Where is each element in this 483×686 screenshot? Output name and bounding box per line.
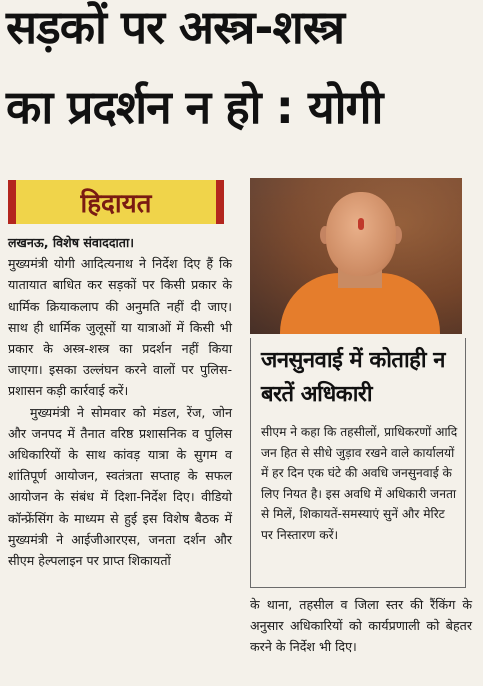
article-paragraph-2: मुख्यमंत्री ने सोमवार को मंडल, रेंज, जोन और जनपद में तैनात वरिष्ठ प्रशासनिक व पुलिस अधिकारियों के साथ कांवड़ यात्रा के सुगम व शांतिपूर्ण आयोजन, स्वतंत्रता सप्ताह के सफल आयोजन के संबंध में दिशा-निर्देश दिए। वीडियो कॉन्फ्रेंसिंग के माध्यम से हुई इस विशेष बैठक में मुख्यमंत्री ने आईजीआरएस, जनता दर्शन और सीएम हेल्पलाइन पर प्राप्त शिकायतों <box>8 404 232 569</box>
headline-line-2: का प्रदर्शन न हो : योगी <box>6 80 383 134</box>
section-badge <box>8 180 224 224</box>
article-continuation <box>250 594 472 658</box>
headline-line-1: सड़कों पर अस्त्र-शस्त्र <box>6 0 345 54</box>
sidebar-box <box>250 338 466 588</box>
portrait-photo <box>250 178 462 334</box>
tilak-mark <box>358 218 364 230</box>
article-continuation-text: के थाना, तहसील व जिला स्तर की रैंकिंग के अनुसार अधिकारियों को कार्यप्रणाली को बेहतर करने के निर्देश भी दिए। <box>250 597 472 655</box>
sidebar-title: जनसुनवाई में कोताही न बरतें अधिकारी <box>261 348 445 407</box>
article-column-left <box>8 232 232 571</box>
article-paragraph-1: मुख्यमंत्री योगी आदित्यनाथ ने निर्देश दिए हैं कि यातायात बाधित कर सड़कों पर किसी प्रकार के धार्मिक क्रियाकलाप की अनुमति नहीं दी जाए। साथ ही धार्मिक जुलूसों या यात्राओं में किसी भी प्रकार के अस्त्र-शस्त्र का प्रदर्शन नहीं किया जाएगा। इसका उल्लंघन करने वालों पर पुलिस-प्रशासन कड़ी कार्रवाई करें। <box>8 256 232 399</box>
article-dateline: लखनऊ, विशेष संवाददाता। <box>8 235 135 250</box>
sidebar-body: सीएम ने कहा कि तहसीलों, प्राधिकरणों आदि जन हित से सीधे जुड़ाव रखने वाले कार्यालयों में हर दिन एक घंटे की अवधि जनसुनवाई के लिए नियत है। इस अवधि में अधिकारी जनता से मिलें, शिकायतें-समस्याएं सुनें और मेरिट पर निस्तारण करें। <box>261 425 458 542</box>
head-shape <box>326 192 396 276</box>
section-badge-label: हिदायत <box>80 189 152 219</box>
